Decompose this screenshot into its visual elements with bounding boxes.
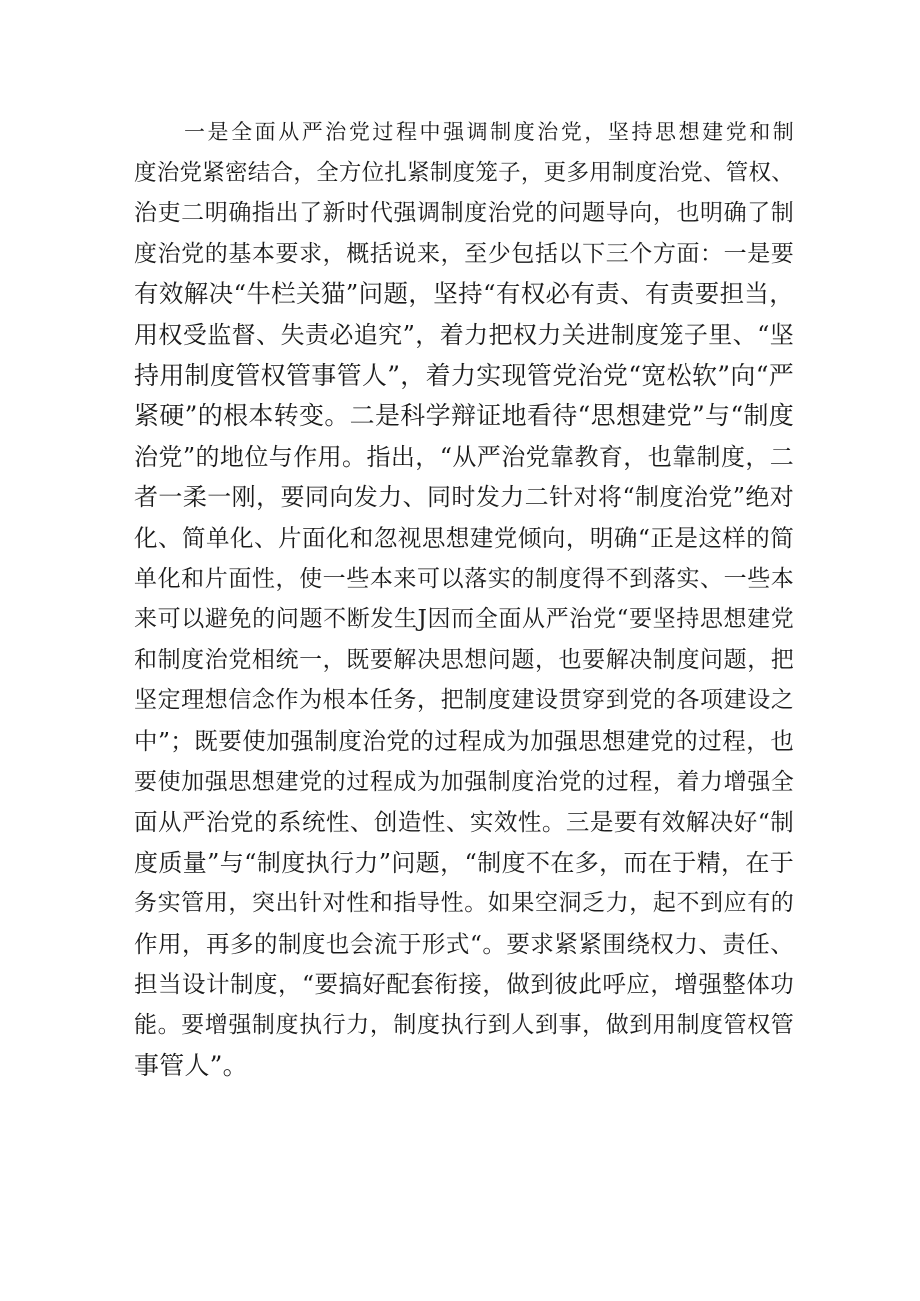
paragraph-line: 治党”的地位与作用。指出，“从严治党靠教育，也靠制度，二	[134, 442, 794, 471]
paragraph-line: 来可以避免的问题不断发生J因而全面从严治党“要坚持思想建党	[134, 606, 794, 633]
paragraph-line: 务实管用，突出针对性和指导性。如果空洞乏力，起不到应有的	[134, 890, 794, 917]
paragraph-line: 担当设计制度，“要搞好配套衔接，做到彼此呼应，增强整体功	[134, 970, 794, 999]
paragraph-line: 度治党的基本要求，概括说来，至少包括以下三个方面：一是要	[134, 240, 794, 267]
paragraph-line: 化、简单化、片面化和忽视思想建党倾向，明确“正是这样的简	[134, 523, 794, 552]
paragraph-line: 有效解决“牛栏关猫”问题，坚持“有权必有责、有责要担当，	[134, 279, 794, 309]
paragraph-line: 持用制度管权管事管人”，着力实现管党治党“宽松软”向“严	[134, 360, 794, 390]
paragraph-line: 紧硬”的根本转变。二是科学辩证地看待“思想建党”与“制度	[134, 401, 794, 431]
paragraph-line: 要使加强思想建党的过程成为加强制度治党的过程，着力增强全	[134, 768, 794, 795]
paragraph-line: 作用，再多的制度也会流于形式“。要求紧紧围绕权力、责任、	[134, 929, 794, 958]
paragraph-line: 治吏二明确指出了新时代强调制度治党的问题导向，也明确了制	[134, 200, 794, 227]
paragraph-line: 用权受监督、失责必追究”，着力把权力关进制度笼子里、“坚	[134, 320, 794, 349]
paragraph-line: 能。要增强制度执行力，制度执行到人到事，做到用制度管权管	[134, 1012, 794, 1039]
paragraph-line: 度质量”与“制度执行力”问题，“制度不在多，而在于精，在于	[134, 848, 794, 877]
paragraph-line: 度治党紧密结合，全方位扎紧制度笼子，更多用制度治党、管权、	[134, 159, 794, 186]
paragraph-line: 一是全面从严治党过程中强调制度治党，坚持思想建党和制	[184, 120, 794, 144]
body-paragraph	[134, 112, 794, 1086]
paragraph-line: 坚定理想信念作为根本任务，把制度建设贯穿到党的各项建设之	[134, 687, 794, 714]
paragraph-line: 和制度治党相统一，既要解决思想问题，也要解决制度问题，把	[134, 646, 794, 673]
paragraph-line: 中”；既要使加强制度治党的过程成为加强思想建党的过程，也	[134, 726, 794, 755]
paragraph-line: 单化和片面性，使一些本来可以落实的制度得不到落实、一些本	[134, 565, 794, 592]
paragraph-line: 面从严治党的系统性、创造性、实效性。三是要有效解决好“制	[134, 808, 794, 837]
paragraph-line: 事管人”。	[134, 1050, 248, 1080]
paragraph-line: 者一柔一刚，要同向发力、同时发力二针对将“制度治党”绝对	[134, 483, 794, 512]
